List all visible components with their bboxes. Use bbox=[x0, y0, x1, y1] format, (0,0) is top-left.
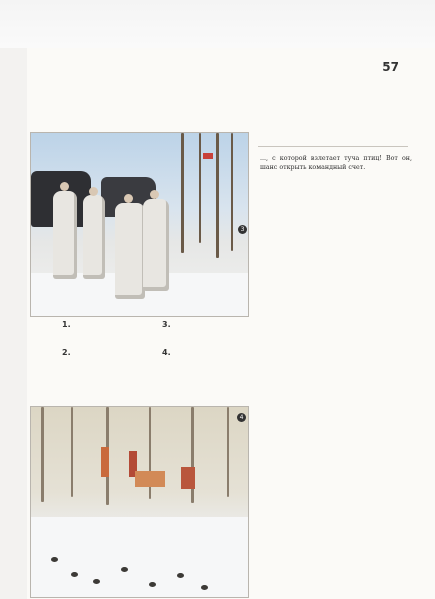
photo-marker-4: 4 bbox=[237, 413, 246, 422]
caption-1: 1. bbox=[62, 320, 71, 329]
caption-3: 3. bbox=[162, 320, 171, 329]
page-number: 57 bbox=[382, 60, 399, 74]
photo-hunters-at-cars bbox=[30, 132, 249, 317]
photo-marker-3: 3 bbox=[238, 225, 247, 234]
photo-hunting-camp bbox=[30, 406, 249, 598]
scan-top-margin bbox=[0, 0, 435, 48]
column-rule bbox=[258, 146, 408, 147]
article-body bbox=[260, 155, 412, 595]
previous-page-edge bbox=[0, 48, 28, 599]
photo-captions bbox=[62, 322, 252, 397]
caption-2: 2. bbox=[62, 348, 71, 357]
caption-4: 4. bbox=[162, 348, 171, 357]
article-paragraph: ..., с которой взлетает туча птиц! Вот он, шанс открыть командный счет. bbox=[260, 155, 412, 171]
